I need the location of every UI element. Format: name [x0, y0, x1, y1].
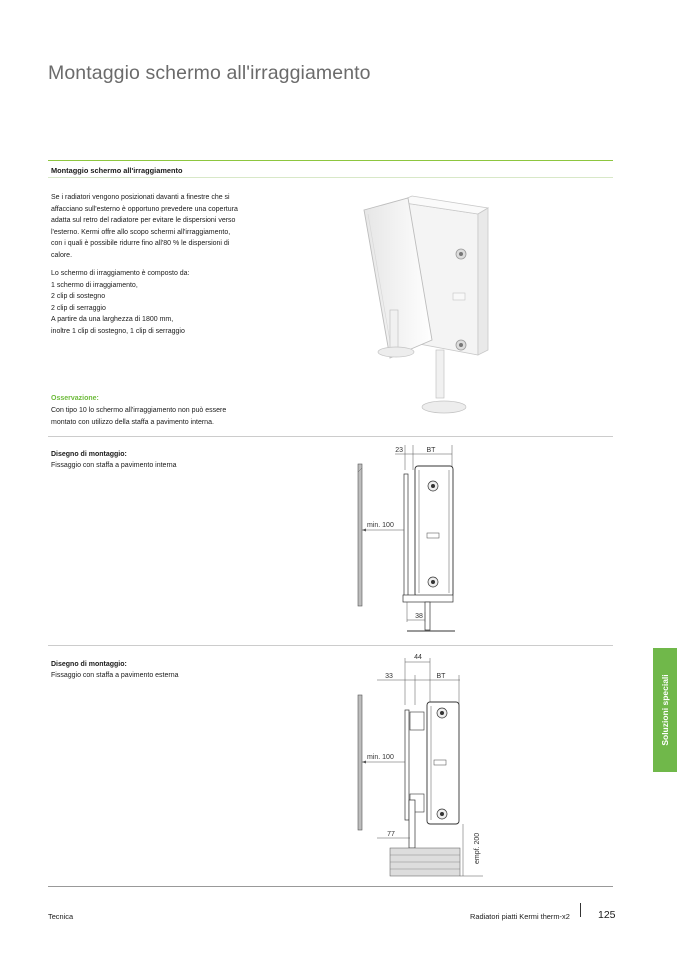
intro-line: Se i radiatori vengono posizionati davanti a finestre che si — [51, 194, 230, 201]
drawing2-caption: Fissaggio con staffa a pavimento esterna — [51, 672, 179, 679]
composition-line: A partire da una larghezza di 1800 mm, — [51, 316, 174, 324]
drawing2-dim-44: 44 — [414, 654, 422, 661]
drawing1-dim-38: 38 — [415, 613, 423, 620]
drawing2-dim-77: 77 — [387, 831, 395, 838]
footer-rule — [48, 886, 613, 887]
drawing1-dim-bt: BT — [426, 447, 436, 454]
drawing2-dim-floor: empf. 200 — [474, 832, 481, 864]
intro-line: l'esterno. Kermi offre allo scopo schermi all'irraggiamento, — [51, 228, 231, 236]
composition-line: 1 schermo di irraggiamento, — [51, 281, 138, 289]
section-top-rule — [48, 160, 613, 161]
intro-line: con i quali è possibile ridurre fino all'80 % le dispersioni di — [51, 240, 230, 248]
page-number: 125 — [598, 909, 616, 921]
intro-line: adatta sul retro del radiatore per evitare le dispersioni verso — [51, 217, 236, 225]
drawing1-dim-wall: min. 100 — [367, 522, 394, 529]
observation-text — [51, 405, 281, 428]
section-sub-rule — [48, 177, 613, 178]
footer-separator — [580, 903, 581, 917]
drawing2-dim-33: 33 — [385, 673, 393, 680]
drawing2-dim-wall: min. 100 — [367, 754, 394, 761]
side-tab-label: Soluzioni speciali — [660, 674, 670, 746]
drawing1-rule — [48, 436, 613, 437]
intro-line: calore. — [51, 251, 73, 259]
section-heading: Montaggio schermo all'irraggiamento — [51, 166, 183, 175]
drawing1-heading: Disegno di montaggio: — [51, 451, 127, 458]
drawing2-dim-bt: BT — [436, 673, 446, 680]
observation-line: montato con utilizzo della staffa a pavimento interna. — [51, 418, 214, 426]
side-tab-soluzioni-speciali[interactable] — [653, 648, 677, 772]
drawing1-caption: Fissaggio con staffa a pavimento interna — [51, 462, 177, 469]
composition-line: 2 clip di serraggio — [51, 304, 106, 312]
intro-line: affacciano sull'esterno è opportuno prevedere una copertura — [51, 205, 238, 213]
page-title: Montaggio schermo all'irraggiamento — [48, 62, 371, 84]
observation-line: Con tipo 10 lo schermo all'irraggiamento non può essere — [51, 407, 227, 414]
radiator-with-screen-illustration — [360, 190, 490, 425]
footer-product: Radiatori piatti Kermi therm-x2 — [470, 912, 570, 921]
composition-line: 2 clip di sostegno — [51, 293, 106, 301]
drawing2-technical-drawing — [355, 650, 495, 880]
drawing1-dim-23: 23 — [395, 447, 403, 454]
composition-paragraph — [51, 268, 271, 338]
observation-label: Osservazione: — [51, 395, 99, 402]
footer-section: Tecnica — [48, 912, 74, 921]
intro-paragraph — [51, 192, 271, 262]
drawing2-rule — [48, 645, 613, 646]
composition-line: inoltre 1 clip di sostegno, 1 clip di serraggio — [51, 327, 185, 335]
drawing1-technical-drawing — [355, 442, 465, 637]
composition-line: Lo schermo di irraggiamento è composto da: — [51, 270, 190, 277]
drawing2-heading: Disegno di montaggio: — [51, 661, 127, 668]
